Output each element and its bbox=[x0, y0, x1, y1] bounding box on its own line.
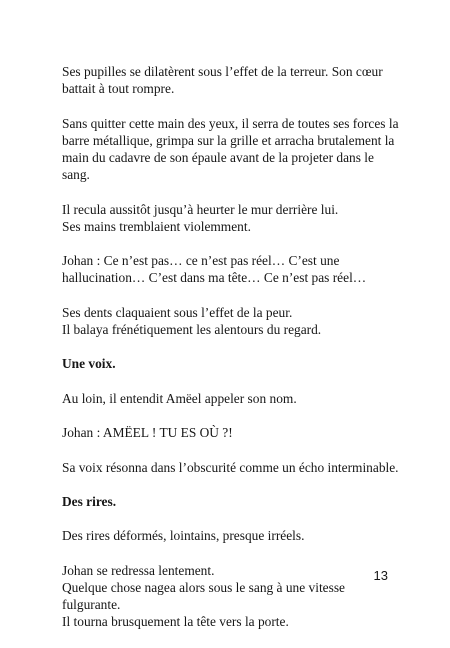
page-number: 13 bbox=[373, 568, 388, 583]
text-line: Johan : AMËEL ! TU ES OÙ ?! bbox=[62, 425, 233, 441]
text-line: Il recula aussitôt jusqu’à heurter le mur derrière lui. bbox=[62, 201, 339, 217]
paragraph bbox=[62, 63, 398, 97]
paragraph bbox=[62, 304, 398, 338]
text-line: Ses pupilles se dilatèrent sous l’effet de la terreur. Son cœur bbox=[62, 64, 383, 79]
text-line: Quelque chose nagea alors sous le sang à une vitesse bbox=[62, 579, 345, 595]
page-body-text bbox=[62, 63, 398, 648]
text-line: Une voix. bbox=[62, 356, 116, 372]
text-line: Ses dents claquaient sous l’effet de la peur. bbox=[62, 304, 293, 320]
section-heading bbox=[62, 355, 398, 372]
paragraph bbox=[62, 562, 398, 631]
text-line: hallucination… C’est dans ma tête… Ce n’est pas réel… bbox=[62, 270, 367, 286]
section-heading bbox=[62, 493, 398, 510]
paragraph bbox=[62, 424, 398, 441]
text-line: battait à tout rompre. bbox=[62, 81, 175, 97]
text-line: fulgurante. bbox=[62, 597, 121, 613]
text-line: Au loin, il entendit Amëel appeler son nom. bbox=[62, 390, 297, 406]
text-line: Sans quitter cette main des yeux, il serra de toutes ses forces la bbox=[62, 115, 399, 131]
text-line: Il balaya frénétiquement les alentours du regard. bbox=[62, 321, 322, 337]
text-line: Des rires. bbox=[62, 493, 117, 509]
text-line: Johan se redressa lentement. bbox=[62, 562, 215, 578]
paragraph bbox=[62, 252, 398, 286]
paragraph bbox=[62, 115, 398, 184]
text-line: Ses mains tremblaient violemment. bbox=[62, 218, 251, 234]
text-line: sang. bbox=[62, 167, 90, 183]
paragraph bbox=[62, 201, 398, 235]
paragraph bbox=[62, 527, 398, 544]
text-line: Il tourna brusquement la tête vers la porte. bbox=[62, 614, 289, 630]
text-line: Johan : Ce n’est pas… ce n’est pas réel… C’est une bbox=[62, 253, 340, 269]
paragraph bbox=[62, 390, 398, 407]
text-line: Des rires déformés, lointains, presque irréels. bbox=[62, 528, 305, 544]
text-line: Sa voix résonna dans l’obscurité comme un écho interminable. bbox=[62, 459, 399, 475]
paragraph bbox=[62, 459, 398, 476]
text-line: barre métallique, grimpa sur la grille et arracha brutalement la bbox=[62, 132, 395, 148]
text-line: main du cadavre de son épaule avant de la projeter dans le bbox=[62, 150, 374, 165]
